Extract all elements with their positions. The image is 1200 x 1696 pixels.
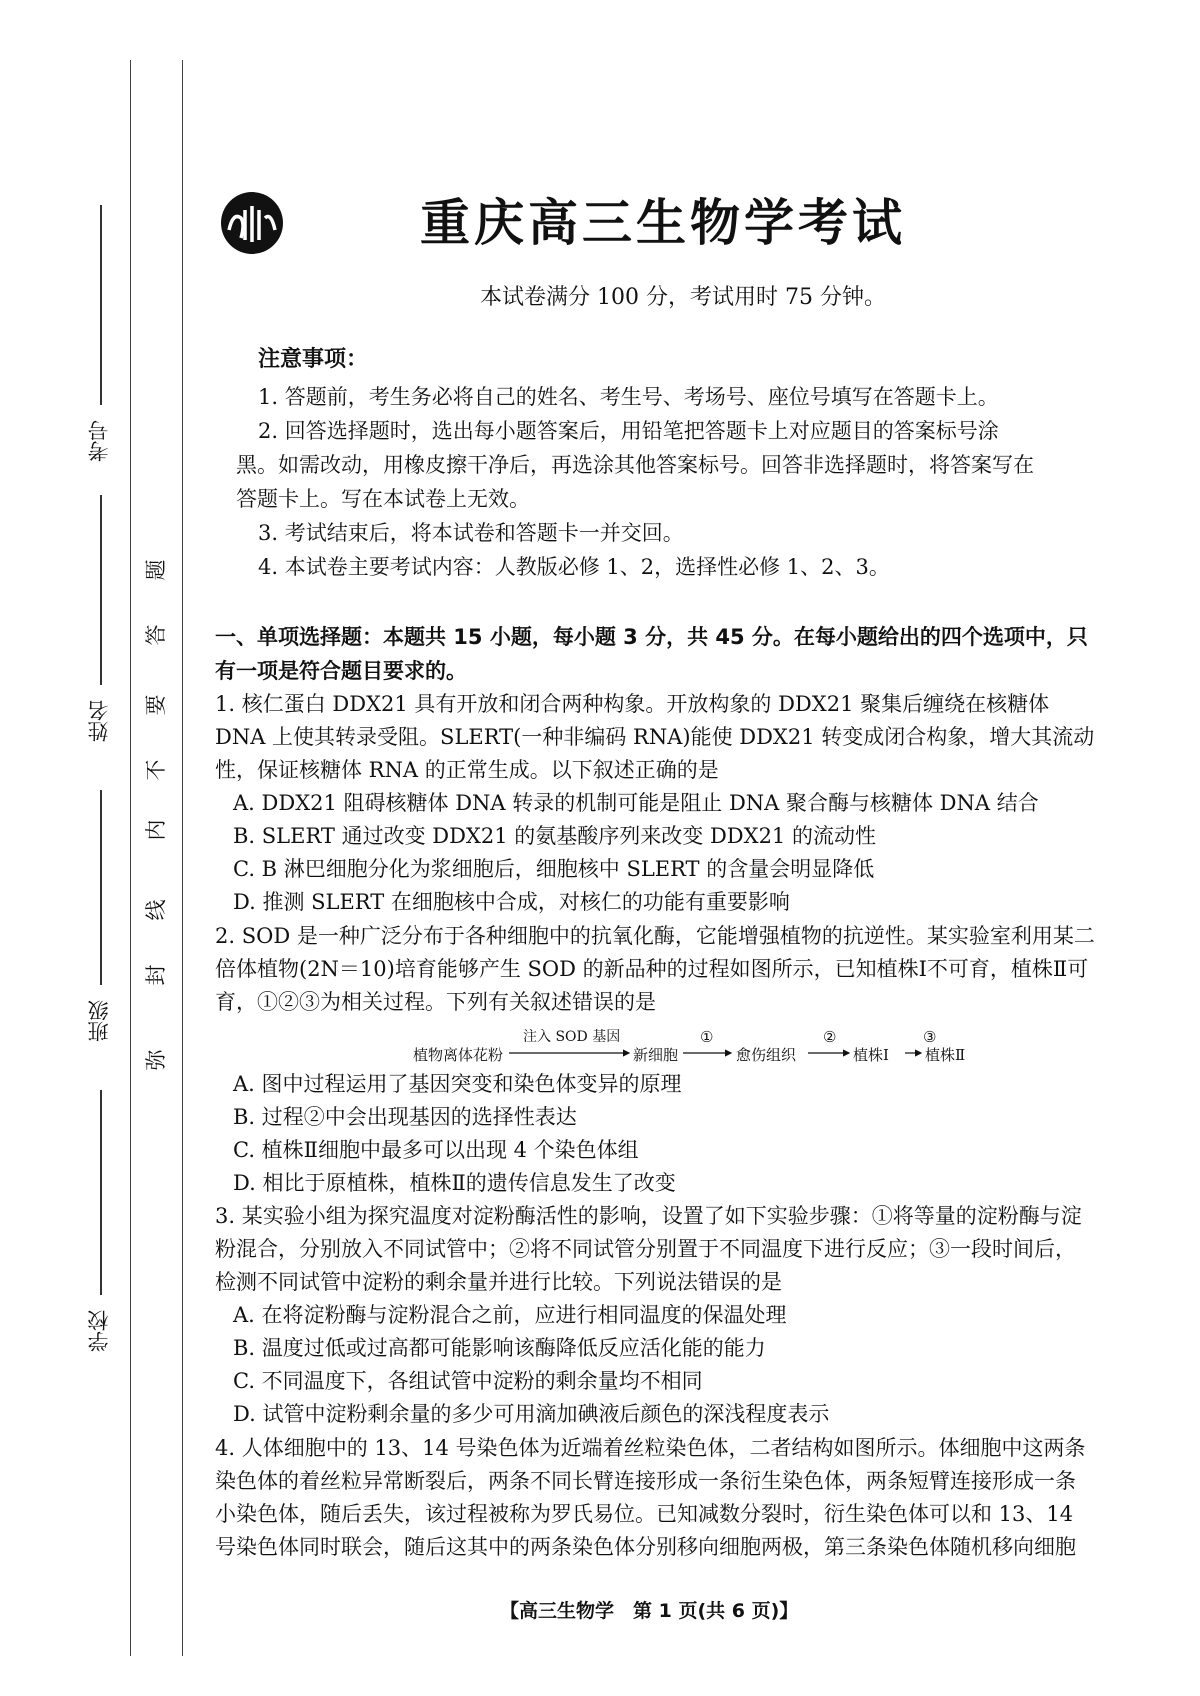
name-field <box>86 700 116 742</box>
school-field <box>86 1310 116 1352</box>
breeding-process-diagram <box>413 1026 973 1066</box>
option-d: D. 推测 SLERT 在细胞核中合成，对核仁的功能有重要影响 <box>233 890 790 914</box>
exam-number-underline <box>100 205 102 405</box>
diagram-step-label: ② <box>823 1028 837 1046</box>
seal-char: 弥 <box>144 1049 168 1071</box>
seal-char: 内 <box>144 819 168 841</box>
notice-heading: 注意事项： <box>258 347 369 372</box>
option-d: D. 试管中淀粉剩余量的多少可用滴加碘液后颜色的深浅程度表示 <box>233 1402 830 1426</box>
notice-item <box>236 414 1036 516</box>
question-stem: 3. 某实验小组为探究温度对淀粉酶活性的影响，设置了如下实验步骤：①将等量的淀粉酶与淀粉混合，分别放入不同试管中；②将不同试管分别置于不同温度下进行反应；③一段时间后，检测不同试管中淀粉的剩余量并进行比较。下列说法错误的是 <box>215 1204 1082 1294</box>
publisher-logo <box>219 190 285 260</box>
class-field <box>86 1000 116 1042</box>
option-b: B. SLERT 通过改变 DDX21 的氨基酸序列来改变 DDX21 的流动性 <box>233 824 876 848</box>
notice-item-text: 4. 本试卷主要考试内容：人教版必修 1、2，选择性必修 1、2、3。 <box>258 555 890 579</box>
option-c: C. B 淋巴细胞分化为浆细胞后，细胞核中 SLERT 的含量会明显降低 <box>233 857 875 881</box>
diagram-step-label: ① <box>700 1028 714 1046</box>
diagram-node: 植株Ⅰ <box>853 1046 889 1064</box>
binding-line-inner <box>182 60 183 1656</box>
notice-item <box>258 516 1078 550</box>
option-d: D. 相比于原植株，植株Ⅱ的遗传信息发生了改变 <box>233 1171 676 1195</box>
exam-number-field <box>86 420 116 462</box>
question-2 <box>215 920 1095 1019</box>
option-a: A. DDX21 阻碍核糖体 DNA 转录的机制可能是阻止 DNA 聚合酶与核糖体 DNA 结合 <box>233 791 1039 815</box>
question-stem: 2. SOD 是一种广泛分布于各种细胞中的抗氧化酶，它能增强植物的抗逆性。某实验室利用某二倍体植物(2N＝10)培育能够产生 SOD 的新品种的过程如图所示，已知植株Ⅰ不可育，植株Ⅱ可育，①②③为相关过程。下列有关叙述错误的是 <box>215 924 1095 1014</box>
name-label: 姓名 <box>87 700 111 742</box>
option-c: C. 植株Ⅱ细胞中最多可以出现 4 个染色体组 <box>233 1138 639 1162</box>
binding-line-outer <box>130 60 131 1656</box>
class-label: 班级 <box>87 1000 111 1042</box>
option-b: B. 过程②中会出现基因的选择性表达 <box>233 1105 577 1129</box>
option-b: B. 温度过低或过高都可能影响该酶降低反应活化能的能力 <box>233 1336 766 1360</box>
diagram-arrows <box>413 1026 973 1066</box>
diagram-step-label: ③ <box>923 1028 937 1046</box>
seal-char: 封 <box>144 964 168 986</box>
school-underline <box>100 1090 102 1295</box>
option-a: A. 图中过程运用了基因突变和染色体变异的原理 <box>233 1072 682 1096</box>
question-1 <box>215 688 1095 919</box>
exam-number-label: 考号 <box>87 420 111 462</box>
diagram-node: 植株Ⅱ <box>925 1046 966 1064</box>
notice-item-text: 2. 回答选择题时，选出每小题答案后，用铅笔把答题卡上对应题目的答案标号涂黑。如需改动，用橡皮擦干净后，再选涂其他答案标号。回答非选择题时，将答案写在答题卡上。写在本试卷上无效。 <box>236 419 1034 511</box>
diagram-node: 愈伤组织 <box>736 1046 797 1064</box>
option-c: C. 不同温度下，各组试管中淀粉的剩余量均不相同 <box>233 1369 703 1393</box>
seal-char: 答 <box>144 624 168 646</box>
name-underline <box>100 495 102 685</box>
notice-item-text: 1. 答题前，考生务必将自己的姓名、考生号、考场号、座位号填写在答题卡上。 <box>258 385 999 409</box>
seal-char: 要 <box>144 694 168 716</box>
seal-char: 题 <box>144 559 168 581</box>
notice-item <box>258 550 1078 584</box>
question-stem: 1. 核仁蛋白 DDX21 具有开放和闭合两种构象。开放构象的 DDX21 聚集后缠绕在核糖体 DNA 上使其转录受阻。SLERT(一种非编码 RNA)能使 DDX21 转变成闭合构象，增大其流动性，保证核糖体 RNA 的正常生成。以下叙述正确的是 <box>215 692 1095 782</box>
question-stem: 4. 人体细胞中的 13、14 号染色体为近端着丝粒染色体，二者结构如图所示。体细胞中这两条染色体的着丝粒异常断裂后，两条不同长臂连接形成一条衍生染色体，两条短臂连接形成一条小染色体，随后丢失，该过程被称为罗氏易位。已知减数分裂时，衍生染色体可以和 13、14 号染色体同时联会，随后这其中的两条染色体分别移向细胞两极，第三条染色体随机移向细胞 <box>215 1436 1086 1559</box>
class-underline <box>100 790 102 985</box>
notice-item <box>258 380 1078 414</box>
option-a: A. 在将淀粉酶与淀粉混合之前，应进行相同温度的保温处理 <box>233 1303 787 1327</box>
seal-char: 线 <box>144 899 168 921</box>
question-3 <box>215 1200 1095 1431</box>
page-footer: 【高三生物学 第 1 页(共 6 页)】 <box>500 1600 799 1622</box>
section-heading: 一、单项选择题：本题共 15 小题，每小题 3 分，共 45 分。在每小题给出的四个选项中，只有一项是符合题目要求的。 <box>215 625 1088 683</box>
notice-item-text: 3. 考试结束后，将本试卷和答题卡一并交回。 <box>258 521 684 545</box>
school-label: 学校 <box>87 1310 111 1352</box>
seal-char: 不 <box>144 759 168 781</box>
diagram-arrow-label: 注入 SOD 基因 <box>523 1029 621 1045</box>
diagram-node: 植物离体花粉 <box>413 1046 504 1064</box>
page-title: 重庆高三生物学考试 <box>420 194 906 252</box>
diagram-node: 新细胞 <box>633 1046 679 1064</box>
question-2-options <box>215 1068 1095 1200</box>
question-4 <box>215 1432 1095 1564</box>
exam-info: 本试卷满分 100 分，考试用时 75 分钟。 <box>480 285 886 310</box>
